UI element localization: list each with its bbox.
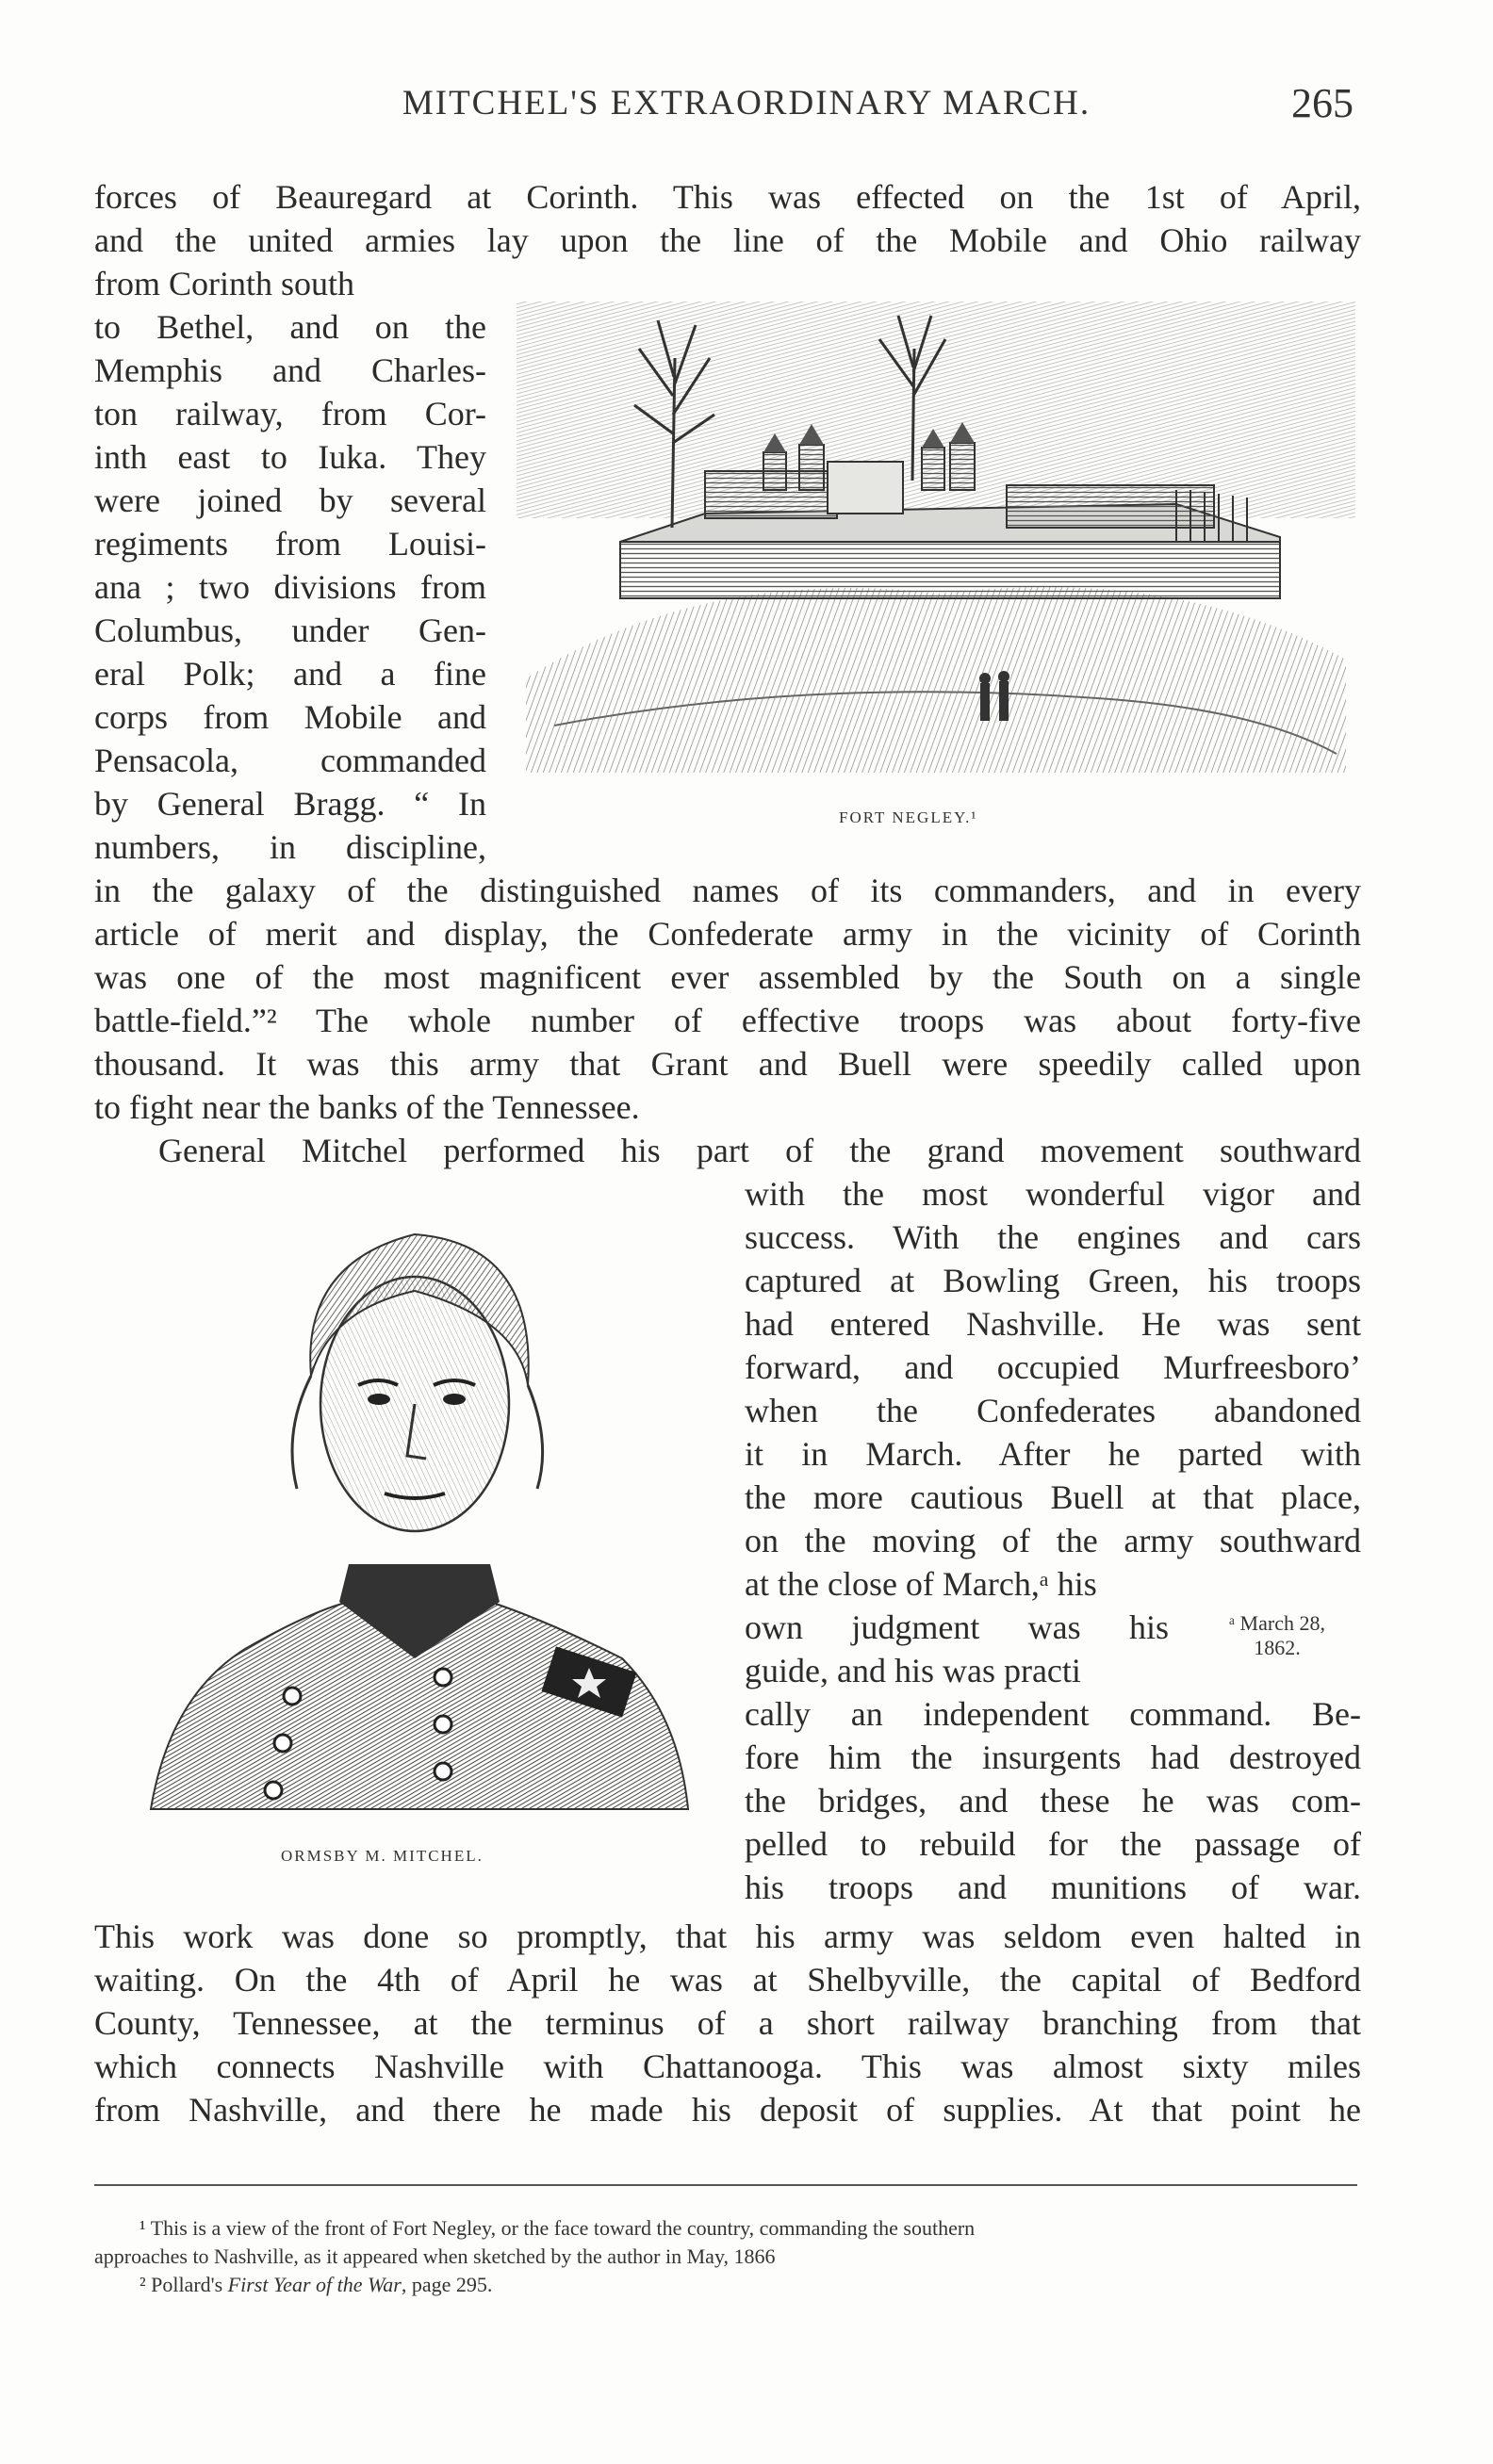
text-line: waiting. On the 4th of April he was at Shelbyville, the capital of Bedford xyxy=(94,1961,1361,1999)
text-line: on the moving of the army southward xyxy=(745,1522,1361,1559)
text-line: This work was done so promptly, that his army was seldom even halted in xyxy=(94,1917,1361,1955)
text-line: captured at Bowling Green, his troops xyxy=(745,1262,1361,1299)
text-line: the bridges, and these he was com- xyxy=(745,1782,1361,1819)
text-line: which connects Nashville with Chattanooga. This was almost sixty miles xyxy=(94,2048,1361,2085)
text-line: fore him the insurgents had destroyed xyxy=(745,1738,1361,1776)
fort-negley-figure xyxy=(517,283,1355,791)
footnote-2 xyxy=(139,2271,492,2299)
fort-caption: FORT NEGLEY.¹ xyxy=(839,808,978,826)
text-line: from Nashville, and there he made his deposit of supplies. At that point he xyxy=(94,2091,1361,2129)
text-line: in the galaxy of the distinguished names of its commanders, and in every xyxy=(94,872,1361,909)
margin-note-date xyxy=(1197,1611,1357,1660)
margin-note-line: ᵃ March 28, xyxy=(1229,1611,1325,1635)
text-line: Pensacola, commanded xyxy=(94,742,486,779)
text-line: General Mitchel performed his part of the grand movement southward xyxy=(158,1132,1361,1169)
text-line: with the most wonderful vigor and xyxy=(745,1175,1361,1213)
text-line: had entered Nashville. He was sent xyxy=(745,1305,1361,1343)
text-line: Columbus, under Gen- xyxy=(94,612,486,649)
text-line: corps from Mobile and xyxy=(94,698,486,736)
text-line: ton railway, from Cor- xyxy=(94,395,486,432)
text-line: regiments from Louisi- xyxy=(94,525,486,563)
footnote-rule xyxy=(94,2184,1357,2186)
portrait-engraving-icon xyxy=(132,1206,697,1828)
text-line: thousand. It was this army that Grant and Buell were speedily called upon xyxy=(94,1045,1361,1083)
text-line: own judgment was his xyxy=(745,1608,1169,1646)
text-line: eral Polk; and a fine xyxy=(94,655,486,693)
text-line: numbers, in discipline, xyxy=(94,828,486,866)
text-line: success. With the engines and cars xyxy=(745,1218,1361,1256)
text-line: County, Tennessee, at the terminus of a short railway branching from that xyxy=(94,2004,1361,2042)
text-line: cally an independent command. Be- xyxy=(745,1695,1361,1733)
margin-note-line: 1862. xyxy=(1254,1636,1301,1659)
footnote-1-cont: approaches to Nashville, as it appeared when sketched by the author in May, 1866 xyxy=(94,2244,776,2268)
text-line: the more cautious Buell at that place, xyxy=(745,1478,1361,1516)
mitchel-portrait-figure xyxy=(132,1206,697,1828)
footnote-2-prefix: ² Pollard's xyxy=(139,2273,228,2296)
text-line: when the Confederates abandoned xyxy=(745,1392,1361,1429)
text-line: to Bethel, and on the xyxy=(94,308,486,346)
text-line: at the close of March,ᵃ his xyxy=(745,1565,1097,1603)
page-number: 265 xyxy=(1291,80,1354,126)
text-line: ana ; two divisions from xyxy=(94,568,486,606)
text-line: by General Bragg. “ In xyxy=(94,785,486,823)
text-line: forces of Beauregard at Corinth. This was effected on the 1st of April, xyxy=(94,178,1361,216)
text-line: Memphis and Charles- xyxy=(94,351,486,389)
text-line: inth east to Iuka. They xyxy=(94,438,486,476)
footnote-1: ¹ This is a view of the front of Fort Negley, or the face toward the country, commanding the southern xyxy=(139,2216,976,2240)
footnote-2-title: First Year of the War xyxy=(227,2273,402,2296)
fort-engraving-icon xyxy=(517,283,1355,791)
text-line: his troops and munitions of war. xyxy=(745,1868,1361,1906)
text-line: pelled to rebuild for the passage of xyxy=(745,1825,1361,1863)
footnote-2-suffix: , page 295. xyxy=(401,2273,493,2296)
text-line: guide, and his was practi xyxy=(745,1652,1081,1689)
text-line: article of merit and display, the Confederate army in the vicinity of Corinth xyxy=(94,915,1361,953)
text-line: were joined by several xyxy=(94,481,486,519)
text-line: and the united armies lay upon the line of the Mobile and Ohio railway xyxy=(94,221,1361,259)
text-line: battle-field.”² The whole number of effective troops was about forty-five xyxy=(94,1002,1361,1039)
text-line: from Corinth south xyxy=(94,265,354,302)
text-line: it in March. After he parted with xyxy=(745,1435,1361,1473)
text-line: was one of the most magnificent ever assembled by the South on a single xyxy=(94,958,1361,996)
text-line: to fight near the banks of the Tennessee. xyxy=(94,1088,640,1126)
text-line: forward, and occupied Murfreesboro’ xyxy=(745,1348,1361,1386)
portrait-caption: ORMSBY M. MITCHEL. xyxy=(281,1847,484,1865)
running-header: MITCHEL'S EXTRAORDINARY MARCH. xyxy=(402,84,1091,122)
